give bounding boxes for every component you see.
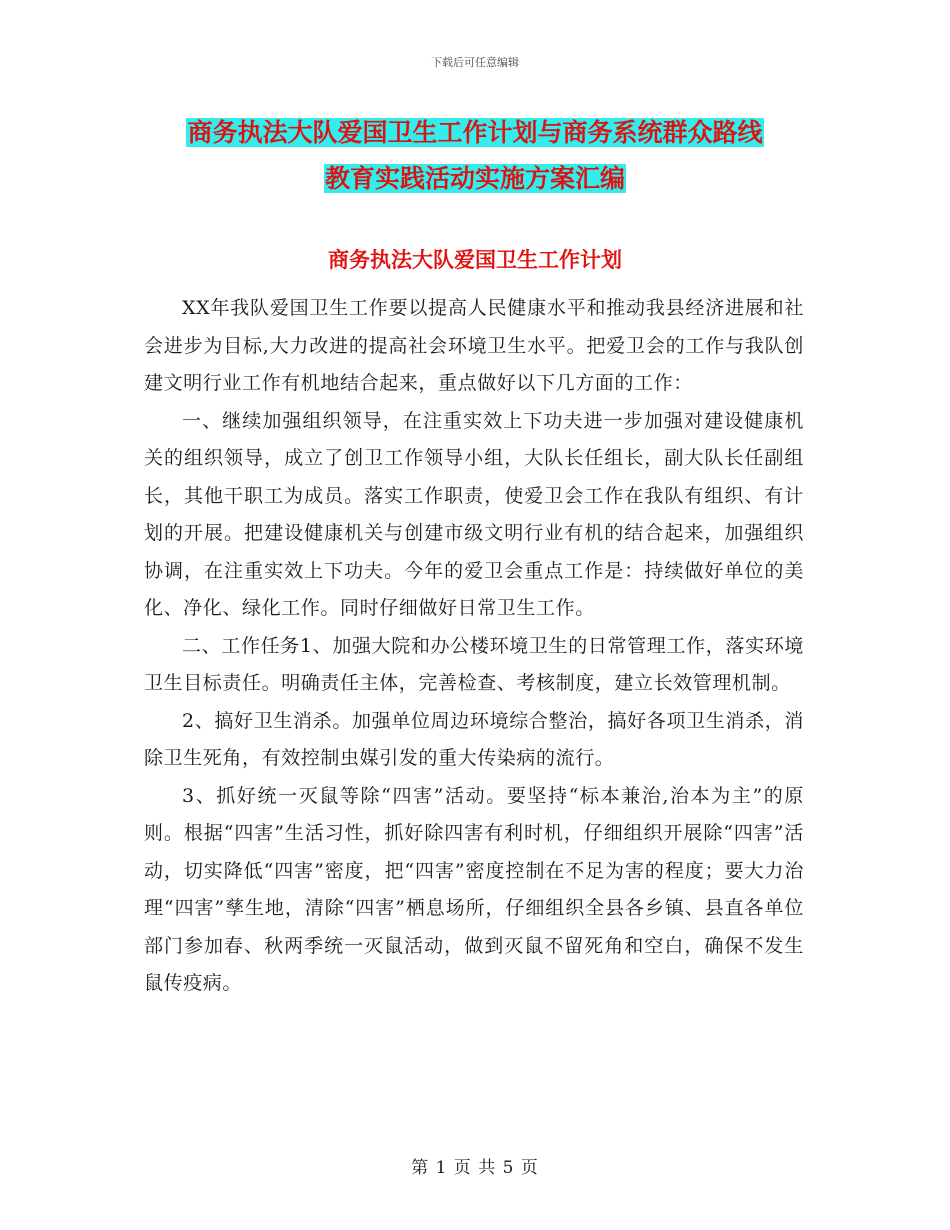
body-paragraph-2: 一、继续加强组织领导，在注重实效上下功夫进一步加强对建设健康机关的组织领导，成立了创卫工作领导小组，大队长任组长，副大队长任副组长，其他干职工为成员。落实工作职责，使爱卫会工作在我队有组织、有计划的开展。把建设健康机关与创建市级文明行业有机的结合起来，加强组织协调，在注重实效上下功夫。今年的爱卫会重点工作是：持续做好单位的美化、净化、绿化工作。同时仔细做好日常卫生工作。	[144, 409, 804, 619]
body-paragraph-5: 3、抓好统一灭鼠等除“四害”活动。要坚持“标本兼治,治本为主”的原则。根据“四害”生活习性，抓好除四害有利时机，仔细组织开展除“四害”活动，切实降低“四害”密度，把“四害”密度控制在不足为害的程度；要大力治理“四害”孳生地，清除“四害”栖息场所，仔细组织全县各乡镇、县直各单位部门参加春、秋两季统一灭鼠活动，做到灭鼠不留死角和空白，确保不发生鼠传疫病。	[144, 784, 804, 994]
page-header-note: 下载后可任意编辑	[431, 56, 519, 69]
document-title-line-1: 商务执法大队爱国卫生工作计划与商务系统群众路线	[187, 118, 763, 147]
body-paragraph-4: 2、搞好卫生消杀。加强单位周边环境综合整治，搞好各项卫生消杀，消除卫生死角，有效控制虫媒引发的重大传染病的流行。	[144, 709, 804, 769]
document-title	[0, 110, 950, 202]
body-paragraph-1: XX年我队爱国卫生工作要以提高人民健康水平和推动我县经济进展和社会进步为目标,大力改进的提高社会环境卫生水平。把爱卫会的工作与我队创建文明行业工作有机地结合起来，重点做好以下几方面的工作：	[144, 297, 804, 394]
document-title-line-2: 教育实践活动实施方案汇编	[324, 164, 625, 193]
document-body	[144, 290, 804, 1003]
page-number-footer: 第 1 页 共 5 页	[411, 1158, 539, 1178]
section-title: 商务执法大队爱国卫生工作计划	[328, 248, 622, 272]
body-paragraph-3: 二、工作任务1、加强大院和办公楼环境卫生的日常管理工作，落实环境卫生目标责任。明确责任主体，完善检查、考核制度，建立长效管理机制。	[144, 634, 804, 694]
